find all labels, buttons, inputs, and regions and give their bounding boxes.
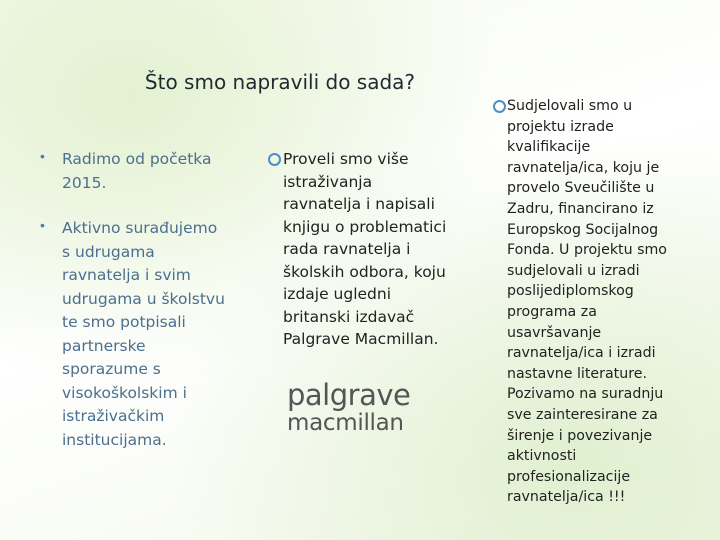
bullet-text: Aktivno surađujemo s udrugama ravnatelja i svim udrugama u školstvu te smo potpisali partnerske sporazume s visokoškolskim i istraživačkim institucijama. bbox=[62, 219, 225, 449]
right-bullet-text: Sudjelovali smo u projektu izrade kvalifikacije ravnatelja/ica, koju je provelo Sveučilište u Zadru, financirano iz Europskog Socijalnog Fonda. U projektu smo sudjelovali u izradi poslijediplomskog programa za usavršavanje ravnatelja/ica i izradi nastavne literature. Pozivamo na suradnju sve zainteresirane za širenje i povezivanje aktivnosti profesionalizacije ravnatelja/ica !!! bbox=[507, 98, 667, 506]
logo-line-palgrave: palgrave bbox=[287, 378, 411, 412]
bullet-item bbox=[28, 217, 248, 452]
middle-bullet-text: Proveli smo više istraživanja ravnatelja i napisali knjigu o problematici rada ravnatelja i školskih odbora, koju izdaje ugledni britanski izdavač Palgrave Macmillan. bbox=[283, 150, 447, 348]
ring-bullet-icon bbox=[493, 100, 506, 113]
slide-title: Što smo napravili do sada? bbox=[144, 70, 416, 94]
ring-bullet-icon bbox=[268, 153, 281, 166]
bullet-text: Radimo od početka 2015. bbox=[62, 150, 212, 192]
right-bullet bbox=[490, 96, 700, 508]
bullet-dot-icon: • bbox=[40, 217, 45, 233]
left-bullet-list bbox=[28, 148, 248, 474]
logo-line-macmillan: macmillan bbox=[287, 410, 404, 436]
middle-bullet bbox=[268, 148, 468, 351]
bullet-dot-icon: • bbox=[40, 148, 45, 164]
palgrave-macmillan-logo bbox=[287, 378, 411, 436]
bullet-item bbox=[28, 148, 248, 195]
